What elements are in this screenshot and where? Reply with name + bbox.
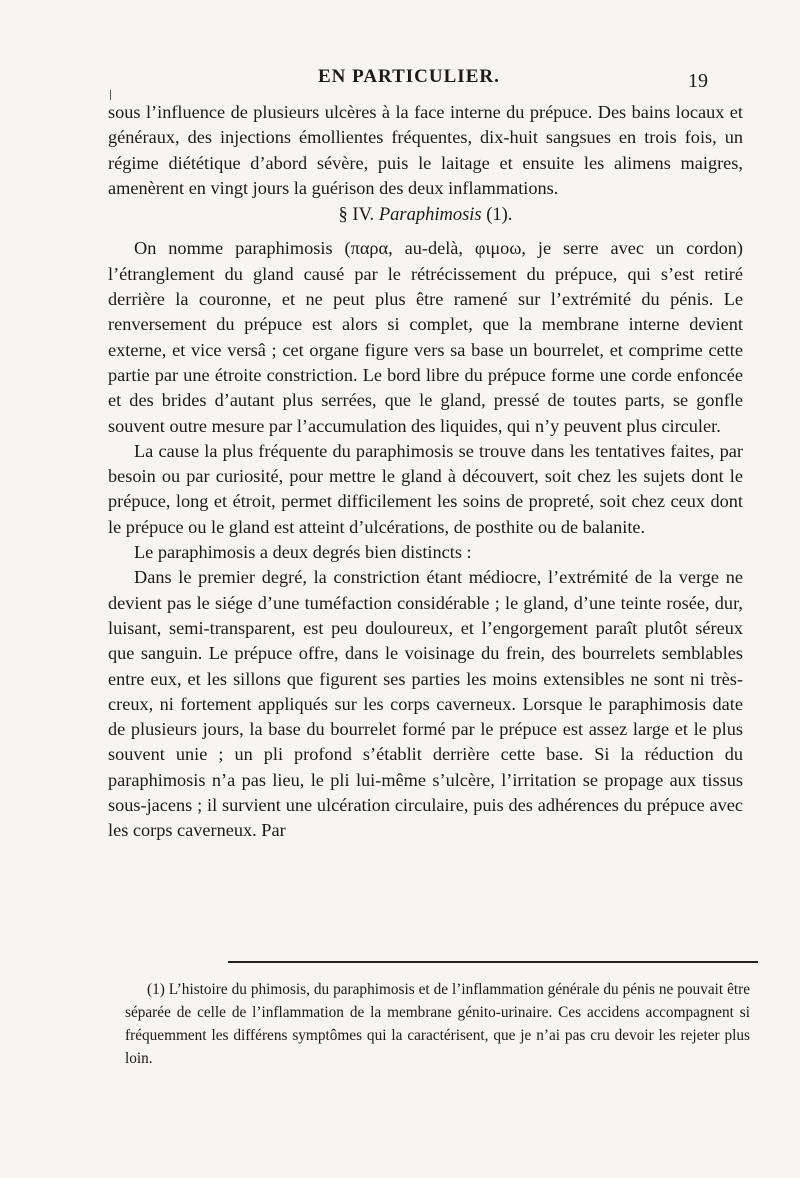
paragraph-2: On nomme paraphimosis (παρα, au-delà, φιμοω, je serre avec un cordon) l’étranglement du gland causé par le rétrécissement du prépuce, qui s’est retiré derrière la couronne, et ne peut plus être ramené sur l’extrémité du pénis. Le renversement du prépuce est alors si complet, que la membrane interne devient externe, et vice versâ ; cet organe figure vers sa base un bourrelet, et comprime cette partie par une étroite constriction. Le bord libre du prépuce forme une corde enfoncée et des brides d’autant plus serrées, que le gland, pressé de toutes parts, se gonfle souvent outre mesure par l’accumulation des liquides, qui n’y peuvent plus circuler.	[108, 238, 743, 436]
running-title: EN PARTICULIER.	[318, 66, 500, 87]
paragraph-4: Le paraphimosis a deux degrés bien distincts :	[134, 542, 472, 563]
section-heading	[108, 203, 743, 228]
paragraph-3: La cause la plus fréquente du paraphimosis se trouve dans les tentatives faites, par besoin ou par curiosité, pour mettre le gland à découvert, soit chez les sujets dont le prépuce, long et étroit, permet difficilement les soins de propreté, soit chez ceux dont le prépuce ou le gland est atteint d’ulcérations, de posthite ou de balanite.	[108, 440, 743, 537]
section-note-ref: (1).	[486, 205, 513, 226]
page-number: 19	[688, 70, 708, 92]
main-text	[108, 100, 743, 844]
margin-mark	[110, 90, 111, 100]
paragraph-5: Dans le premier degré, la constriction étant médiocre, l’extrémité de la verge ne devient pas le siége d’une tuméfaction considérable ; le gland, d’une teinte rosée, dur, luisant, semi-transparent, est peu douloureux, et l’engorgement paraît plutôt séreux que sanguin. Le prépuce offre, dans le voisinage du frein, des bourrelets semblables entre eux, et les sillons que figurent ses parties les moins extensibles ne sont ni très-creux, ni fortement appliqués sur les corps caverneux. Lorsque le paraphimosis date de plusieurs jours, la base du bourrelet formé par le prépuce est assez large et le plus souvent unie ; un pli profond s’établit derrière cette base. Si la réduction du paraphimosis n’a pas lieu, le pli lui-même s’ulcère, l’irritation se propage aux tissus sous-jacens ; il survient une ulcération circulaire, puis des adhérences du prépuce avec les corps caverneux. Par	[108, 567, 743, 841]
section-prefix: § IV.	[338, 205, 375, 226]
page-header	[108, 66, 708, 96]
footnotes	[125, 978, 750, 1070]
footnote-1: (1) L’histoire du phimosis, du paraphimosis et de l’inflammation générale du pénis ne pouvait être séparée de celle de l’inflammation de la membrane génito-urinaire. Ces accidens accompagnent si fréquemment les différens symptômes qui la caractérisent, que je n’ai pas cru devoir les rejeter plus loin.	[125, 981, 750, 1067]
section-title: Paraphimosis	[378, 205, 482, 226]
footnote-rule	[228, 961, 758, 963]
paragraph-1: sous l’influence de plusieurs ulcères à la face interne du prépuce. Des bains locaux et généraux, des injections émollientes fréquentes, dix-huit sangsues en trois fois, un régime diététique d’abord sévère, puis le laitage et ensuite les alimens maigres, amenèrent en vingt jours la guérison des deux inflammations.	[108, 102, 743, 198]
